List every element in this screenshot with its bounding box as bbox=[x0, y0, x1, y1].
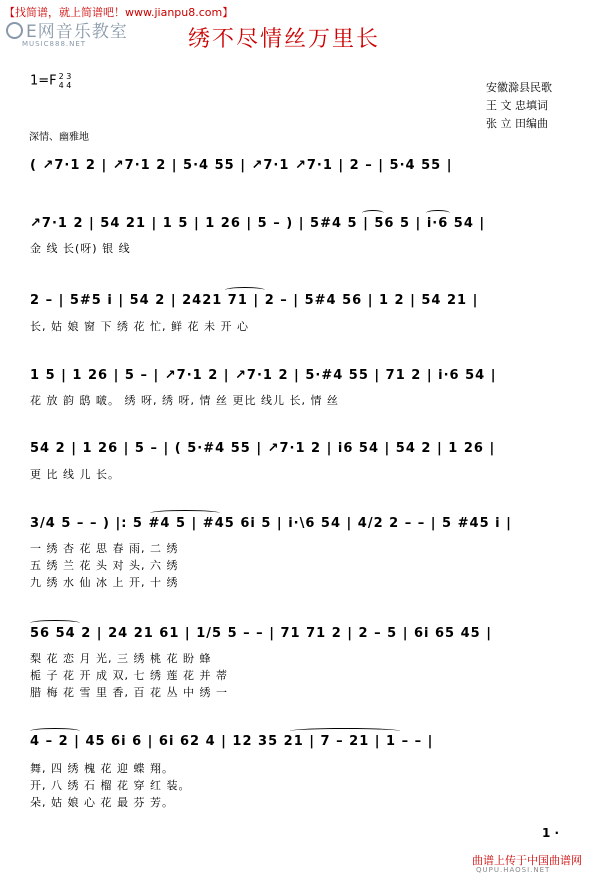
footer-site[interactable]: 曲谱上传于中国曲谱网 bbox=[472, 854, 582, 867]
staff-line-1: ( ↗7·1 2 | ↗7·1 2 | 5·4 55 | ↗7·1 ↗7·1 | 2 – | 5·4 55 | bbox=[30, 158, 453, 173]
slur-mark bbox=[30, 728, 80, 734]
slur-mark bbox=[225, 287, 265, 293]
page-number: 1 · bbox=[542, 826, 560, 840]
site-banner[interactable]: 【找简谱，就上简谱吧！www.jianpu8.com】 bbox=[4, 6, 234, 19]
slur-mark bbox=[30, 620, 80, 626]
staff-line-5: 54 2 | 1 26 | 5 – | ( 5·#4 55 | ↗7·1 2 | i6 54 | 54 2 | 1 26 | bbox=[30, 441, 496, 456]
lyrics-line-6c: 九 绣 水 仙 冰 上 开, 十 绣 bbox=[30, 576, 179, 589]
lyrics-line-7c: 腊 梅 花 雪 里 香, 百 花 丛 中 绣 一 bbox=[30, 686, 228, 699]
staff-line-8: 4 – 2 | 45 6i 6 | 6i 62 4 | 12 35 21 | 7 – 21 | 1 – – | bbox=[30, 734, 434, 749]
staff-line-4: 1 5 | 1 26 | 5 – | ↗7·1 2 | ↗7·1 2 | 5·#4 55 | 71 2 | i·6 54 | bbox=[30, 368, 497, 383]
lyrics-line-6a: 一 绣 杏 花 思 春 雨, 二 绣 bbox=[30, 542, 179, 555]
lyrics-line-8a: 舞, 四 绣 槐 花 迎 蝶 翔。 bbox=[30, 762, 174, 775]
tempo-marking: 深情、幽雅地 bbox=[29, 132, 89, 143]
staff-line-6: 3/4 5 – – ) |: 5 #4 5 | #45 6i 5 | i·\6 54 | 4/2 2 – – | 5 #45 i | bbox=[30, 516, 512, 531]
lyrics-line-8b: 开, 八 绣 石 榴 花 穿 红 装。 bbox=[30, 779, 191, 792]
slur-mark bbox=[362, 210, 384, 216]
staff-line-3: 2 – | 5#5 i | 54 2 | 2421 71 | 2 – | 5#4 56 | 1 2 | 54 21 | bbox=[30, 293, 479, 308]
lyrics-line-4: 花 放 韵 鸱 啵。 绣 呀, 绣 呀, 情 丝 更比 线儿 长, 情 丝 bbox=[30, 394, 339, 407]
lyrics-line-5: 更 比 线 儿 长。 bbox=[30, 468, 120, 481]
origin: 安徽滁县民歌 bbox=[486, 81, 552, 94]
slur-mark bbox=[290, 728, 400, 734]
footer-url[interactable]: QUPU.HAOSI.NET bbox=[476, 866, 551, 874]
logo-ring-icon bbox=[6, 22, 23, 39]
watermark-sub: MUSIC888.NET bbox=[22, 40, 87, 48]
key-signature bbox=[30, 72, 71, 90]
lyrics-line-7a: 梨 花 恋 月 光, 三 绣 桃 花 盼 蜂 bbox=[30, 652, 212, 665]
time-signature bbox=[59, 72, 72, 90]
lyrics-line-6b: 五 绣 兰 花 头 对 头, 六 绣 bbox=[30, 559, 179, 572]
staff-line-7: 56 54 2 | 24 21 61 | 1/5 5 – – | 71 71 2 | 2 – 5 | 6i 65 45 | bbox=[30, 626, 492, 641]
lyrics-line-7b: 栀 子 花 开 成 双, 七 绣 莲 花 并 蒂 bbox=[30, 669, 228, 682]
composer: 张 立 田编曲 bbox=[486, 117, 548, 130]
slur-mark bbox=[426, 210, 450, 216]
watermark-text: E网音乐教室 bbox=[26, 22, 128, 42]
time-top: 2 3 bbox=[58, 72, 72, 81]
key-text: 1=F bbox=[30, 73, 57, 89]
slur-mark bbox=[150, 510, 220, 516]
staff-line-2: ↗7·1 2 | 54 21 | 1 5 | 1 26 | 5 – ) | 5#4 5 | 56 5 | i·6 54 | bbox=[30, 216, 486, 231]
lyrics-line-8c: 朵, 姑 娘 心 花 最 芬 芳。 bbox=[30, 796, 174, 809]
lyrics-line-2: 金 线 长(呀) 银 线 bbox=[30, 242, 131, 255]
watermark-logo bbox=[6, 17, 128, 42]
lyrics-line-3: 长, 姑 娘 窗 下 绣 花 忙, 鲜 花 未 开 心 bbox=[30, 320, 249, 333]
time-bottom: 4 4 bbox=[58, 81, 72, 90]
lyricist: 王 文 忠填词 bbox=[486, 99, 548, 112]
song-title: 绣不尽情丝万里长 bbox=[188, 27, 381, 52]
